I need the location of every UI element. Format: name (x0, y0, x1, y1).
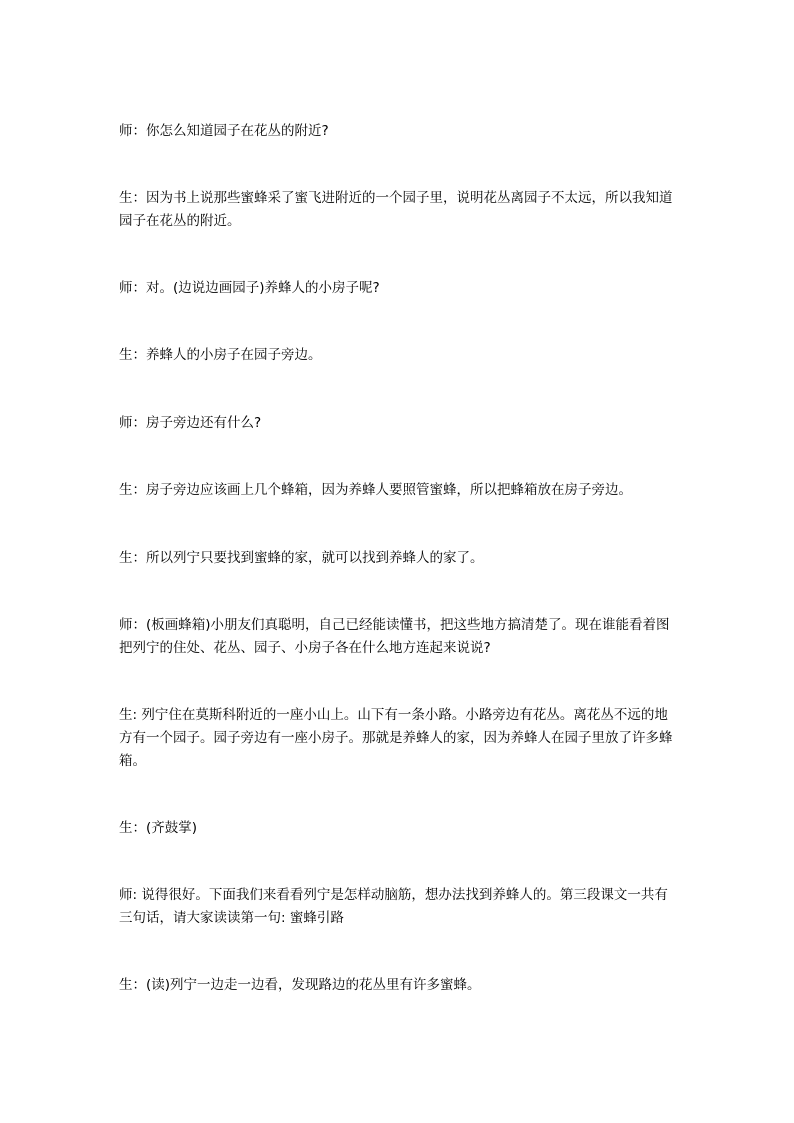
dialogue-line-student: 生：因为书上说那些蜜蜂采了蜜飞进附近的一个园子里，说明花丛离园子不太远，所以我知道园子在花丛的附近。 (119, 190, 673, 229)
dialogue-line-student: 生：房子旁边应该画上几个蜂箱，因为养蜂人要照管蜜蜂，所以把蜂箱放在房子旁边。 (119, 482, 632, 498)
dialogue-line-teacher: 师：对。(边说边画园子)养蜂人的小房子呢? (119, 280, 380, 296)
dialogue-line-teacher: 师: 说得很好。下面我们来看看列宁是怎样动脑筋，想办法找到养蜂人的。第三段课文一共有三句话，请大家读读第一句: 蜜蜂引路 (119, 887, 668, 926)
dialogue-line-teacher: 师：(板画蜂箱)小朋友们真聪明，自己已经能读懂书，把这些地方搞清楚了。现在谁能看着图把列宁的住处、花丛、园子、小房子各在什么地方连起来说说? (119, 617, 670, 656)
dialogue-line-student: 生：(齐鼓掌) (119, 820, 198, 836)
dialogue-line-teacher: 师：你怎么知道园子在花丛的附近? (119, 123, 329, 139)
dialogue-line-student: 生：养蜂人的小房子在园子旁边。 (119, 347, 322, 363)
dialogue-line-student: 生：(读)列宁一边走一边看，发现路边的花丛里有许多蜜蜂。 (119, 977, 481, 993)
dialogue-line-student: 生：所以列宁只要找到蜜蜂的家，就可以找到养蜂人的家了。 (119, 550, 484, 566)
dialogue-line-teacher: 师：房子旁边还有什么? (119, 415, 262, 431)
dialogue-line-student: 生: 列宁住在莫斯科附近的一座小山上。山下有一条小路。小路旁边有花丛。离花丛不远的地方有一个园子。园子旁边有一座小房子。那就是养蜂人的家，因为养蜂人在园子里放了许多蜂箱。 (119, 707, 673, 769)
